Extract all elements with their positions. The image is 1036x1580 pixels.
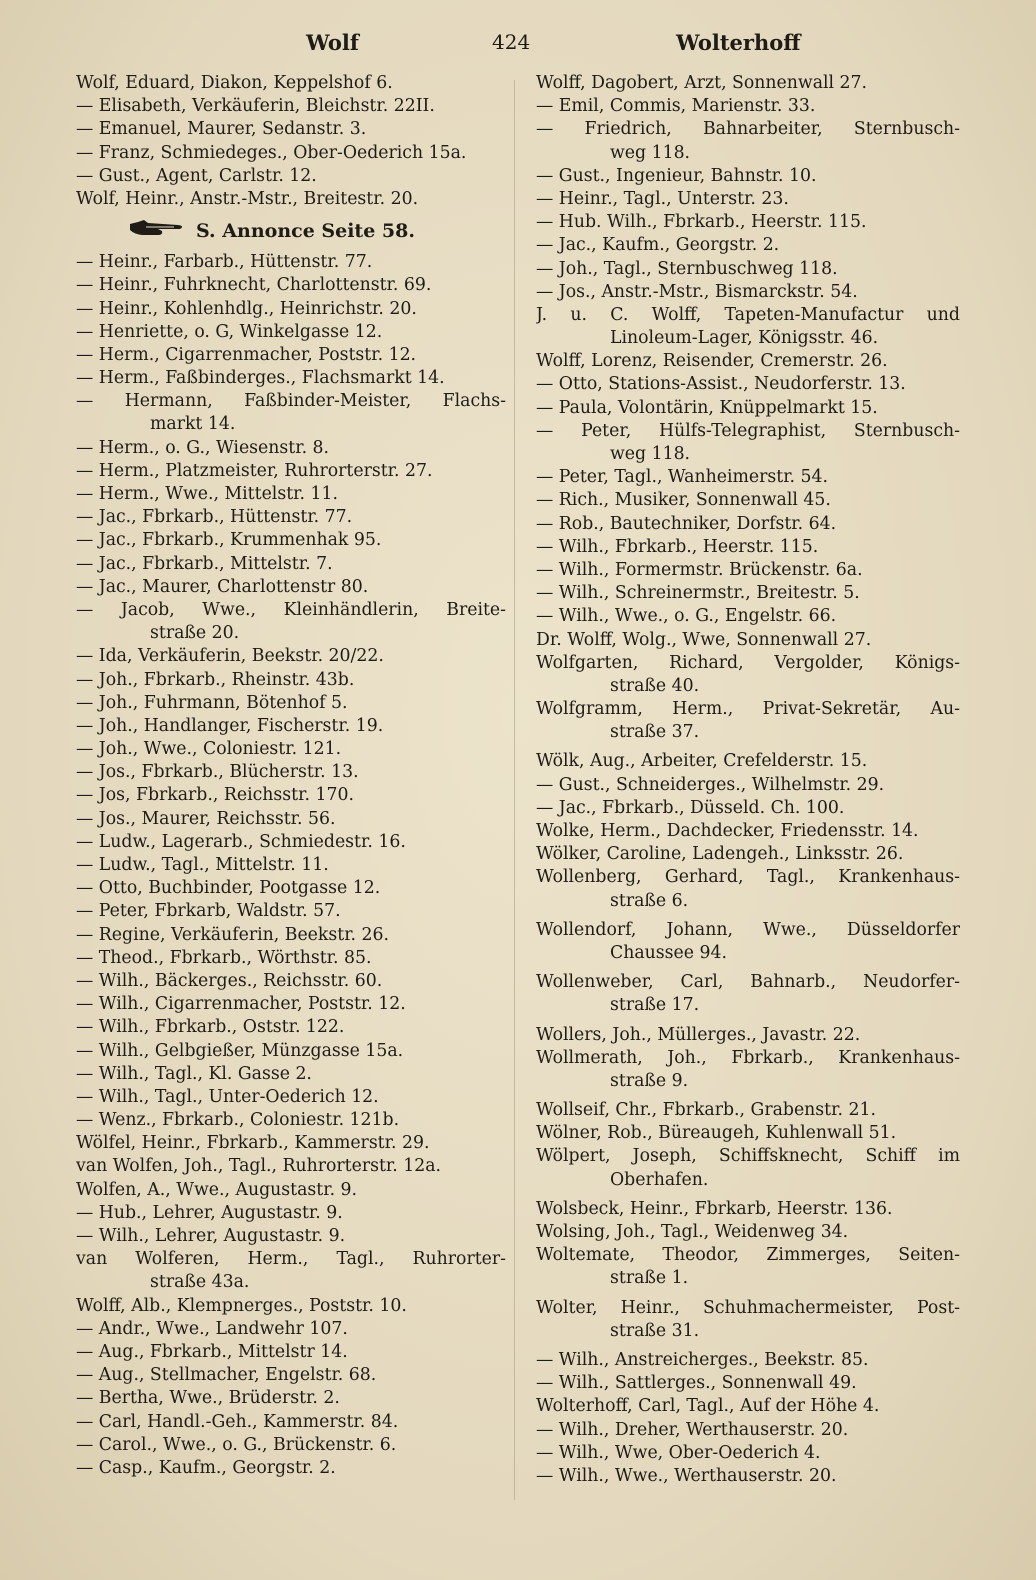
directory-entry: — Wilh., Formermstr. Brückenstr. 6a.: [536, 559, 863, 580]
entry-continuation: straße 1.: [610, 1268, 689, 1289]
directory-entry: Wolsing, Joh., Tagl., Weidenweg 34.: [536, 1222, 849, 1242]
directory-entry: — Heinr., Farbarb., Hüttenstr. 77.: [76, 252, 373, 273]
directory-entry: — Jac., Fbrkarb., Krummenhak 95.: [76, 530, 382, 551]
directory-entry: — Carol., Wwe., o. G., Brückenstr. 6.: [76, 1434, 397, 1455]
directory-entry: — Paula, Volontärin, Knüppelmarkt 15.: [536, 397, 878, 418]
header-left-name: Wolf: [306, 30, 359, 55]
directory-entry: — Jac., Fbrkarb., Düsseld. Ch. 100.: [536, 797, 845, 818]
directory-entry: Wollenberg, Gerhard, Tagl., Krankenhaus-: [536, 867, 960, 888]
directory-entry: Wölfel, Heinr., Fbrkarb., Kammerstr. 29.: [76, 1133, 430, 1154]
directory-entry: — Joh., Fuhrmann, Bötenhof 5.: [76, 692, 348, 713]
directory-entry: — Gust., Schneiderges., Wilhelmstr. 29.: [536, 774, 885, 795]
entry-continuation: straße 17.: [610, 995, 700, 1016]
directory-entry: Wölk, Aug., Arbeiter, Crefelderstr. 15.: [536, 751, 868, 772]
page-header: [0, 30, 1036, 64]
directory-entry: — Casp., Kaufm., Georgstr. 2.: [76, 1457, 336, 1478]
directory-entry: Wölner, Rob., Büreaugeh, Kuhlenwall 51.: [536, 1123, 897, 1144]
directory-entry: — Peter, Tagl., Wanheimerstr. 54.: [536, 467, 829, 488]
directory-entry: — Rich., Musiker, Sonnenwall 45.: [536, 490, 831, 511]
directory-entry: — Friedrich, Bahnarbeiter, Sternbusch-: [536, 119, 960, 140]
directory-entry: — Joh., Fbrkarb., Rheinstr. 43b.: [76, 669, 355, 690]
directory-entry: — Wilh., Tagl., Kl. Gasse 2.: [76, 1063, 312, 1084]
directory-entry: — Otto, Buchbinder, Pootgasse 12.: [76, 878, 381, 899]
directory-entry: — Wilh., Anstreicherges., Beekstr. 85.: [536, 1349, 869, 1370]
directory-entry: Dr. Wolff, Wolg., Wwe, Sonnenwall 27.: [536, 629, 872, 650]
directory-entry: Wolfen, A., Wwe., Augustastr. 9.: [76, 1179, 358, 1200]
directory-entry: — Jos, Fbrkarb., Reichsstr. 170.: [76, 785, 354, 806]
directory-entry: Wollendorf, Johann, Wwe., Düsseldorfer: [536, 919, 960, 940]
directory-entry: — Herm., Platzmeister, Ruhrorterstr. 27.: [76, 460, 433, 481]
directory-entry: — Wilh., Schreinermstr., Breitestr. 5.: [536, 583, 860, 604]
entry-continuation: markt 14.: [150, 414, 236, 435]
directory-entry: — Hub. Wilh., Fbrkarb., Heerstr. 115.: [536, 212, 867, 233]
entry-continuation: weg 118.: [610, 142, 691, 163]
annonce-reference: [76, 211, 506, 251]
directory-entry: — Gust., Agent, Carlstr. 12.: [76, 165, 317, 186]
entry-continuation: straße 40.: [610, 675, 700, 696]
directory-entry: van Wolferen, Herm., Tagl., Ruhrorter-: [76, 1249, 506, 1270]
directory-entry: — Wilh., Wwe., o. G., Engelstr. 66.: [536, 606, 837, 627]
directory-entry: — Rob., Bautechniker, Dorfstr. 64.: [536, 513, 837, 534]
column-divider: [514, 80, 515, 1500]
directory-entry: — Wilh., Dreher, Werthauserstr. 20.: [536, 1419, 849, 1440]
directory-entry: — Aug., Stellmacher, Engelstr. 68.: [76, 1365, 377, 1386]
directory-entry: — Carl, Handl.-Geh., Kammerstr. 84.: [76, 1411, 399, 1432]
directory-entry: Wolf, Eduard, Diakon, Keppelshof 6.: [76, 73, 393, 93]
entry-continuation: straße 43a.: [150, 1272, 250, 1293]
directory-entry: — Wilh., Cigarrenmacher, Poststr. 12.: [76, 994, 406, 1015]
directory-entry: — Jos., Anstr.-Mstr., Bismarckstr. 54.: [536, 281, 858, 302]
directory-entry: Wolke, Herm., Dachdecker, Friedensstr. 14.: [536, 821, 919, 841]
directory-entry: — Gust., Ingenieur, Bahnstr. 10.: [536, 165, 817, 186]
directory-entry: Wolff, Lorenz, Reisender, Cremerstr. 26.: [536, 351, 888, 372]
directory-entry: — Bertha, Wwe., Brüderstr. 2.: [76, 1388, 340, 1409]
directory-entry: — Joh., Wwe., Coloniestr. 121.: [76, 739, 342, 760]
directory-entry: — Wilh., Gelbgießer, Münzgasse 15a.: [76, 1040, 404, 1061]
directory-entry: — Ludw., Lagerarb., Schmiedestr. 16.: [76, 831, 406, 852]
directory-entry: — Herm., Wwe., Mittelstr. 11.: [76, 484, 338, 504]
directory-entry: Wolfgramm, Herm., Privat-Sekretär, Au-: [536, 699, 960, 720]
directory-entry: — Herm., Faßbinderges., Flachsmarkt 14.: [76, 368, 445, 389]
directory-entry: — Jac., Kaufm., Georgstr. 2.: [536, 235, 780, 256]
directory-entry: — Wilh., Wwe, Ober-Oederich 4.: [536, 1442, 821, 1463]
directory-entry: — Jos., Fbrkarb., Blücherstr. 13.: [76, 762, 359, 783]
directory-entry: — Theod., Fbrkarb., Wörthstr. 85.: [76, 947, 372, 968]
directory-entry: — Regine, Verkäuferin, Beekstr. 26.: [76, 924, 390, 945]
directory-entry: Woltemate, Theodor, Zimmerges, Seiten-: [536, 1245, 960, 1266]
directory-entry: Wolf, Heinr., Anstr.-Mstr., Breitestr. 20.: [76, 188, 419, 209]
directory-entry: J. u. C. Wolff, Tapeten-Manufactur und: [536, 304, 960, 325]
entry-continuation: Chaussee 94.: [610, 942, 727, 963]
directory-entry: — Herm., Cigarrenmacher, Poststr. 12.: [76, 344, 417, 365]
directory-entry: — Wilh., Sattlerges., Sonnenwall 49.: [536, 1373, 857, 1394]
directory-entry: — Emil, Commis, Marienstr. 33.: [536, 96, 816, 117]
directory-entry: — Wilh., Fbrkarb., Oststr. 122.: [76, 1017, 345, 1038]
entry-continuation: straße 31.: [610, 1320, 700, 1341]
entry-continuation: straße 20.: [150, 623, 240, 644]
directory-entry: — Jac., Fbrkarb., Mittelstr. 7.: [76, 553, 333, 574]
directory-entry: — Wilh., Fbrkarb., Heerstr. 115.: [536, 536, 819, 557]
directory-entry: Wolff, Dagobert, Arzt, Sonnenwall 27.: [536, 73, 868, 93]
directory-entry: — Peter, Fbrkarb, Waldstr. 57.: [76, 901, 341, 922]
entry-continuation: straße 6.: [610, 890, 689, 911]
directory-entry: Wolsbeck, Heinr., Fbrkarb, Heerstr. 136.: [536, 1198, 893, 1219]
header-right-name: Wolterhoff: [676, 30, 801, 55]
directory-entry: Wölpert, Joseph, Schiffsknecht, Schiff im: [536, 1146, 960, 1167]
directory-entry: — Wilh., Wwe., Werthauserstr. 20.: [536, 1465, 837, 1486]
directory-entry: Wollenweber, Carl, Bahnarb., Neudorfer-: [536, 972, 960, 993]
directory-entry: — Ludw., Tagl., Mittelstr. 11.: [76, 855, 329, 875]
directory-entry: — Joh., Tagl., Sternbuschweg 118.: [536, 258, 838, 279]
pointing-hand-icon: [128, 212, 186, 252]
directory-entry: — Heinr., Kohlenhdlg., Heinrichstr. 20.: [76, 298, 417, 319]
directory-entry: Wollseif, Chr., Fbrkarb., Grabenstr. 21.: [536, 1100, 876, 1121]
entry-continuation: Oberhafen.: [610, 1169, 709, 1190]
directory-entry: — Hermann, Faßbinder-Meister, Flachs-: [76, 391, 506, 412]
left-column: [76, 72, 506, 1480]
directory-entry: — Wilh., Lehrer, Augustastr. 9.: [76, 1226, 346, 1246]
directory-entry: — Andr., Wwe., Landwehr 107.: [76, 1318, 348, 1339]
directory-entry: — Henriette, o. G, Winkelgasse 12.: [76, 321, 383, 342]
directory-entry: — Heinr., Fuhrknecht, Charlottenstr. 69.: [76, 275, 432, 296]
directory-entry: — Wenz., Fbrkarb., Coloniestr. 121b.: [76, 1110, 400, 1131]
directory-entry: Wolter, Heinr., Schuhmachermeister, Post-: [536, 1297, 960, 1318]
entry-continuation: straße 37.: [610, 722, 700, 743]
entry-continuation: Linoleum-Lager, Königsstr. 46.: [610, 328, 879, 349]
annonce-text: S. Annonce Seite 58.: [196, 220, 415, 243]
directory-entry: — Herm., o. G., Wiesenstr. 8.: [76, 437, 330, 458]
directory-entry: — Otto, Stations-Assist., Neudorferstr. 13.: [536, 374, 906, 395]
directory-entry: — Wilh., Bäckerges., Reichsstr. 60.: [76, 970, 383, 991]
directory-entry: — Jac., Fbrkarb., Hüttenstr. 77.: [76, 507, 353, 528]
directory-entry: — Jacob, Wwe., Kleinhändlerin, Breite-: [76, 599, 506, 620]
directory-entry: — Jac., Maurer, Charlottenstr 80.: [76, 576, 369, 597]
right-column: [536, 72, 960, 1488]
entry-continuation: straße 9.: [610, 1070, 689, 1091]
directory-entry: — Franz, Schmiedeges., Ober-Oederich 15a.: [76, 142, 467, 163]
page-number: 424: [492, 30, 531, 54]
entry-continuation: weg 118.: [610, 444, 691, 464]
directory-entry: van Wolfen, Joh., Tagl., Ruhrorterstr. 12a.: [76, 1156, 442, 1177]
directory-entry: Wolterhoff, Carl, Tagl., Auf der Höhe 4.: [536, 1396, 880, 1417]
directory-entry: Wolff, Alb., Klempnerges., Poststr. 10.: [76, 1295, 407, 1316]
directory-entry: — Joh., Handlanger, Fischerstr. 19.: [76, 715, 384, 736]
directory-entry: — Hub., Lehrer, Augustastr. 9.: [76, 1202, 343, 1223]
directory-entry: Wolfgarten, Richard, Vergolder, Königs-: [536, 652, 960, 673]
directory-entry: — Aug., Fbrkarb., Mittelstr 14.: [76, 1341, 348, 1362]
directory-entry: — Peter, Hülfs-Telegraphist, Sternbusch-: [536, 420, 960, 441]
directory-entry: — Emanuel, Maurer, Sedanstr. 3.: [76, 119, 367, 140]
directory-entry: — Wilh., Tagl., Unter-Oederich 12.: [76, 1086, 379, 1107]
directory-entry: Wollmerath, Joh., Fbrkarb., Krankenhaus-: [536, 1047, 960, 1068]
directory-entry: — Elisabeth, Verkäuferin, Bleichstr. 22II.: [76, 96, 435, 117]
directory-entry: — Jos., Maurer, Reichsstr. 56.: [76, 808, 336, 829]
directory-entry: Wollers, Joh., Müllerges., Javastr. 22.: [536, 1024, 861, 1045]
directory-entry: — Heinr., Tagl., Unterstr. 23.: [536, 188, 789, 209]
directory-entry: — Ida, Verkäuferin, Beekstr. 20/22.: [76, 646, 384, 667]
directory-entry: Wölker, Caroline, Ladengeh., Linksstr. 26.: [536, 844, 904, 865]
